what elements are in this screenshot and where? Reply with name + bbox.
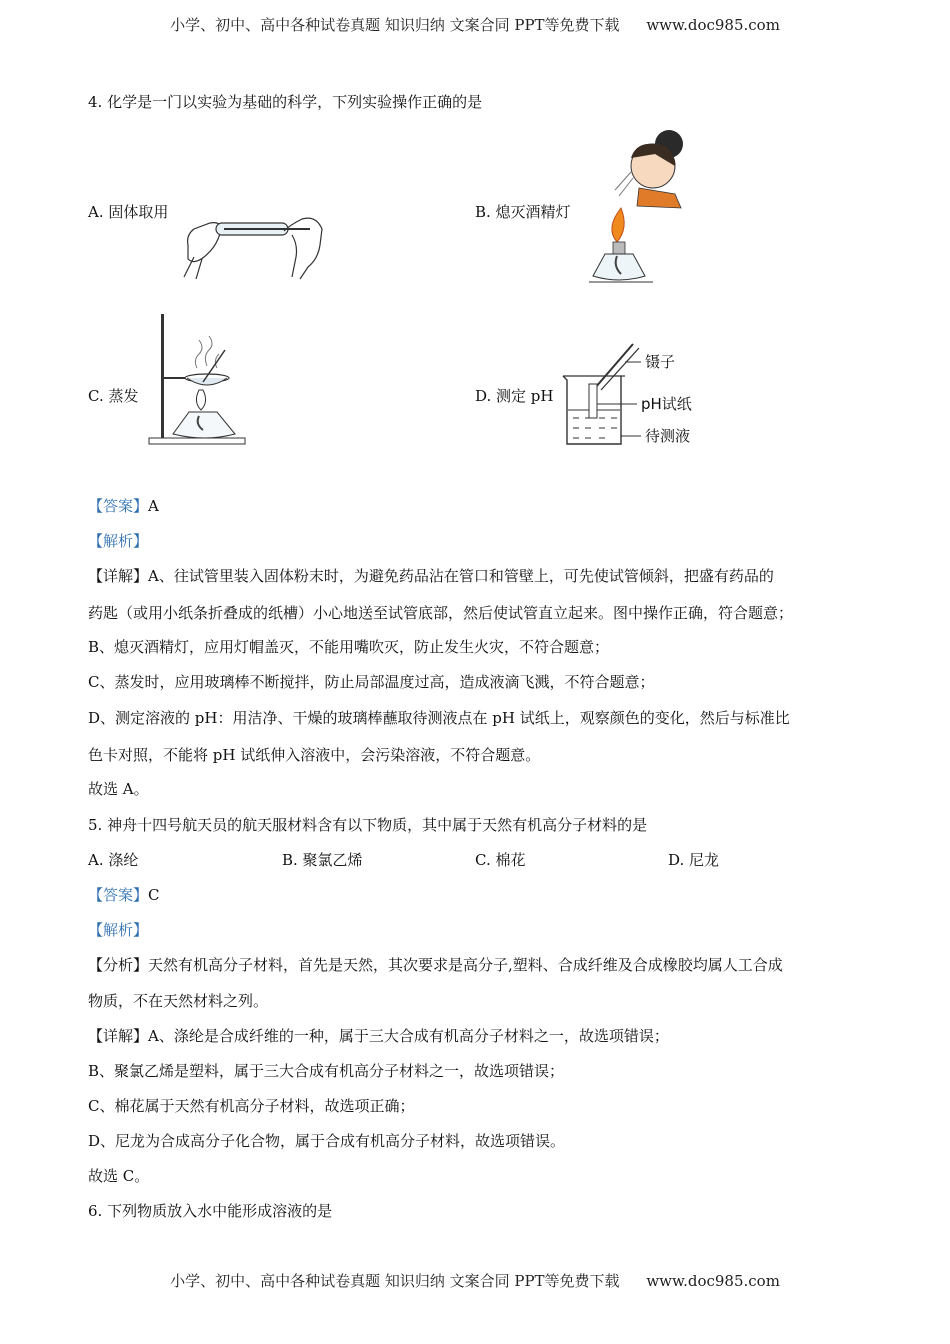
q5-analysis-tag: 【解析】: [88, 921, 149, 939]
q5-fenxi-line-1: [88, 954, 783, 975]
q5-fenxi-text-1: 天然有机高分子材料，首先是天然，其次要求是高分子,塑料、合成纤维及合成橡胶均属人工合成: [148, 956, 783, 974]
q4-detail-line-1: [88, 565, 774, 586]
q4-answer: [88, 495, 159, 516]
q5-detail-line-2: B、聚氯乙烯是塑料，属于三大合成有机高分子材料之一，故选项错误；: [88, 1062, 565, 1080]
q6-stem: 6. 下列物质放入水中能形成溶液的是: [88, 1202, 333, 1220]
blowing-alcohol-lamp-figure: [585, 118, 705, 286]
q5-detail-tag: 【详解】: [88, 1027, 149, 1045]
q4-option-c-label: C. 蒸发: [88, 387, 139, 405]
page-footer: [0, 1270, 950, 1291]
q4-detail-line-4: C、蒸发时，应用玻璃棒不断搅拌，防止局部温度过高，造成液滴飞溅，不符合题意；: [88, 673, 655, 691]
q5-detail-text-1: A、涤纶是合成纤维的一种，属于三大合成有机高分子材料之一，故选项错误；: [148, 1027, 669, 1045]
q4-option-b-label: B. 熄灭酒精灯: [475, 203, 571, 221]
q4-option-a-label: A. 固体取用: [88, 203, 169, 221]
header-site: www.doc985.com: [646, 16, 780, 34]
q5-conclusion: 故选 C。: [88, 1167, 150, 1185]
q5-fenxi-line-2: 物质，不在天然材料之列。: [88, 992, 269, 1010]
q4-analysis: [88, 530, 148, 551]
q4-conclusion: 故选 A。: [88, 780, 149, 798]
q4-detail-line-3: B、熄灭酒精灯，应用灯帽盖灭，不能用嘴吹灭，防止发生火灾，不符合题意；: [88, 638, 610, 656]
footer-text: 小学、初中、高中各种试卷真题 知识归纳 文案合同 PPT等免费下载: [170, 1272, 620, 1290]
q5-analysis: [88, 919, 148, 940]
q5-detail-line-4: D、尼龙为合成高分子化合物，属于合成有机高分子材料，故选项错误。: [88, 1132, 566, 1150]
q5-option-c: C. 棉花: [475, 851, 526, 869]
q4-detail-tag: 【详解】: [88, 567, 149, 585]
ph-test-figure: [555, 340, 700, 452]
q5-detail-line-1: [88, 1025, 669, 1046]
q4-answer-value: A: [148, 497, 159, 515]
q5-answer: [88, 884, 160, 905]
header-text: 小学、初中、高中各种试卷真题 知识归纳 文案合同 PPT等免费下载: [170, 16, 620, 34]
q5-fenxi-tag: 【分析】: [88, 956, 149, 974]
test-tube-figure: [180, 205, 330, 281]
ph-paper-label: pH试纸: [641, 395, 692, 413]
q5-option-b: B. 聚氯乙烯: [282, 851, 363, 869]
q4-analysis-tag: 【解析】: [88, 532, 149, 550]
evaporation-figure: [145, 310, 250, 450]
page-header: [0, 14, 950, 35]
q5-answer-tag: 【答案】: [88, 886, 149, 904]
q5-detail-line-3: C、棉花属于天然有机高分子材料，故选项正确；: [88, 1097, 415, 1115]
q4-detail-line-6: 色卡对照，不能将 pH 试纸伸入溶液中，会污染溶液，不符合题意。: [88, 746, 541, 764]
liquid-label: 待测液: [645, 427, 691, 445]
q4-option-d-label: D. 测定 pH: [475, 387, 554, 405]
tweezers-label: 镊子: [645, 353, 676, 371]
q5-option-d: D. 尼龙: [668, 851, 720, 869]
q5-stem: 5. 神舟十四号航天员的航天服材料含有以下物质，其中属于天然有机高分子材料的是: [88, 816, 648, 834]
q4-detail-line-5: D、测定溶液的 pH：用洁净、干燥的玻璃棒蘸取待测液点在 pH 试纸上，观察颜色的变化，然后与标准比: [88, 709, 790, 727]
footer-site: www.doc985.com: [646, 1272, 780, 1290]
q4-answer-tag: 【答案】: [88, 497, 149, 515]
q4-stem: 4. 化学是一门以实验为基础的科学，下列实验操作正确的是: [88, 93, 483, 111]
q4-detail-line-2: 药匙（或用小纸条折叠成的纸槽）小心地送至试管底部，然后使试管直立起来。图中操作正确，符合题意；: [88, 604, 794, 622]
q5-answer-value: C: [148, 886, 160, 904]
q4-detail-text-1: A、往试管里装入固体粉末时，为避免药品沾在管口和管壁上，可先使试管倾斜，把盛有药品的: [148, 567, 774, 585]
q5-option-a: A. 涤纶: [88, 851, 139, 869]
